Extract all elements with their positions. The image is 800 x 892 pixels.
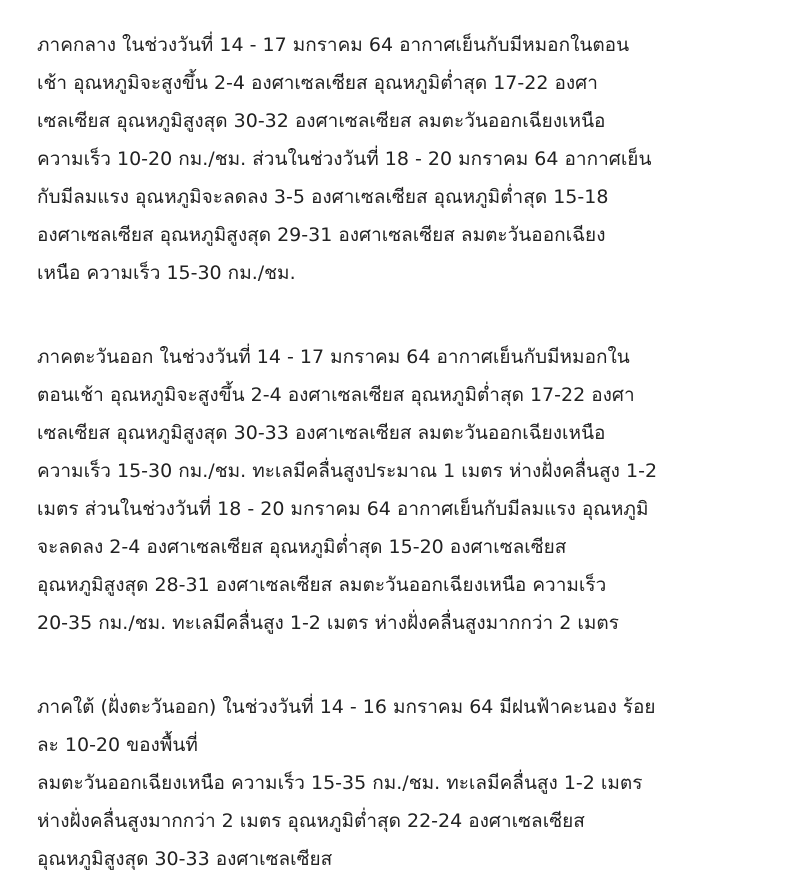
text-line: ภาคตะวันออก ในช่วงวันที่ 14 - 17 มกราคม 64 อากาศเย็นกับมีหมอกใน bbox=[37, 346, 630, 368]
text-line: องศาเซลเซียส อุณหภูมิสูงสุด 29-31 องศาเซลเซียส ลมตะวันออกเฉียง bbox=[37, 224, 606, 246]
text-line: อุณหภูมิสูงสุด 30-33 องศาเซลเซียส bbox=[37, 848, 333, 870]
text-line: เช้า อุณหภูมิจะสูงขึ้น 2-4 องศาเซลเซียส อุณหภูมิต่ำสุด 17-22 องศา bbox=[37, 72, 598, 94]
text-line: จะลดลง 2-4 องศาเซลเซียส อุณหภูมิต่ำสุด 15-20 องศาเซลเซียส bbox=[37, 536, 567, 558]
paragraph-central-region bbox=[37, 26, 777, 292]
text-line: ลมตะวันออกเฉียงเหนือ ความเร็ว 15-35 กม./ชม. ทะเลมีคลื่นสูง 1-2 เมตร bbox=[37, 772, 643, 794]
paragraph-spacer bbox=[37, 292, 777, 338]
text-line: ความเร็ว 15-30 กม./ชม. ทะเลมีคลื่นสูงประมาณ 1 เมตร ห่างฝั่งคลื่นสูง 1-2 bbox=[37, 460, 658, 482]
paragraph-eastern-region bbox=[37, 338, 777, 642]
paragraph-spacer bbox=[37, 642, 777, 688]
paragraph-southern-east-coast bbox=[37, 688, 777, 878]
text-line: เหนือ ความเร็ว 15-30 กม./ชม. bbox=[37, 262, 296, 284]
text-line: เมตร ส่วนในช่วงวันที่ 18 - 20 มกราคม 64 อากาศเย็นกับมีลมแรง อุณหภูมิ bbox=[37, 498, 649, 520]
text-line: ตอนเช้า อุณหภูมิจะสูงขึ้น 2-4 องศาเซลเซียส อุณหภูมิต่ำสุด 17-22 องศา bbox=[37, 384, 635, 406]
forecast-article bbox=[37, 26, 777, 878]
text-line: 20-35 กม./ชม. ทะเลมีคลื่นสูง 1-2 เมตร ห่างฝั่งคลื่นสูงมากกว่า 2 เมตร bbox=[37, 612, 619, 634]
text-line: เซลเซียส อุณหภูมิสูงสุด 30-32 องศาเซลเซียส ลมตะวันออกเฉียงเหนือ bbox=[37, 110, 606, 132]
text-line: เซลเซียส อุณหภูมิสูงสุด 30-33 องศาเซลเซียส ลมตะวันออกเฉียงเหนือ bbox=[37, 422, 606, 444]
text-line: ละ 10-20 ของพื้นที่ bbox=[37, 734, 198, 756]
text-line: อุณหภูมิสูงสุด 28-31 องศาเซลเซียส ลมตะวันออกเฉียงเหนือ ความเร็ว bbox=[37, 574, 607, 596]
text-line: ภาคใต้ (ฝั่งตะวันออก) ในช่วงวันที่ 14 - 16 มกราคม 64 มีฝนฟ้าคะนอง ร้อย bbox=[37, 696, 656, 718]
text-line: กับมีลมแรง อุณหภูมิจะลดลง 3-5 องศาเซลเซียส อุณหภูมิต่ำสุด 15-18 bbox=[37, 186, 609, 208]
text-line: ภาคกลาง ในช่วงวันที่ 14 - 17 มกราคม 64 อากาศเย็นกับมีหมอกในตอน bbox=[37, 34, 630, 56]
text-line: ห่างฝั่งคลื่นสูงมากกว่า 2 เมตร อุณหภูมิต่ำสุด 22-24 องศาเซลเซียส bbox=[37, 810, 585, 832]
text-line: ความเร็ว 10-20 กม./ชม. ส่วนในช่วงวันที่ 18 - 20 มกราคม 64 อากาศเย็น bbox=[37, 148, 652, 170]
